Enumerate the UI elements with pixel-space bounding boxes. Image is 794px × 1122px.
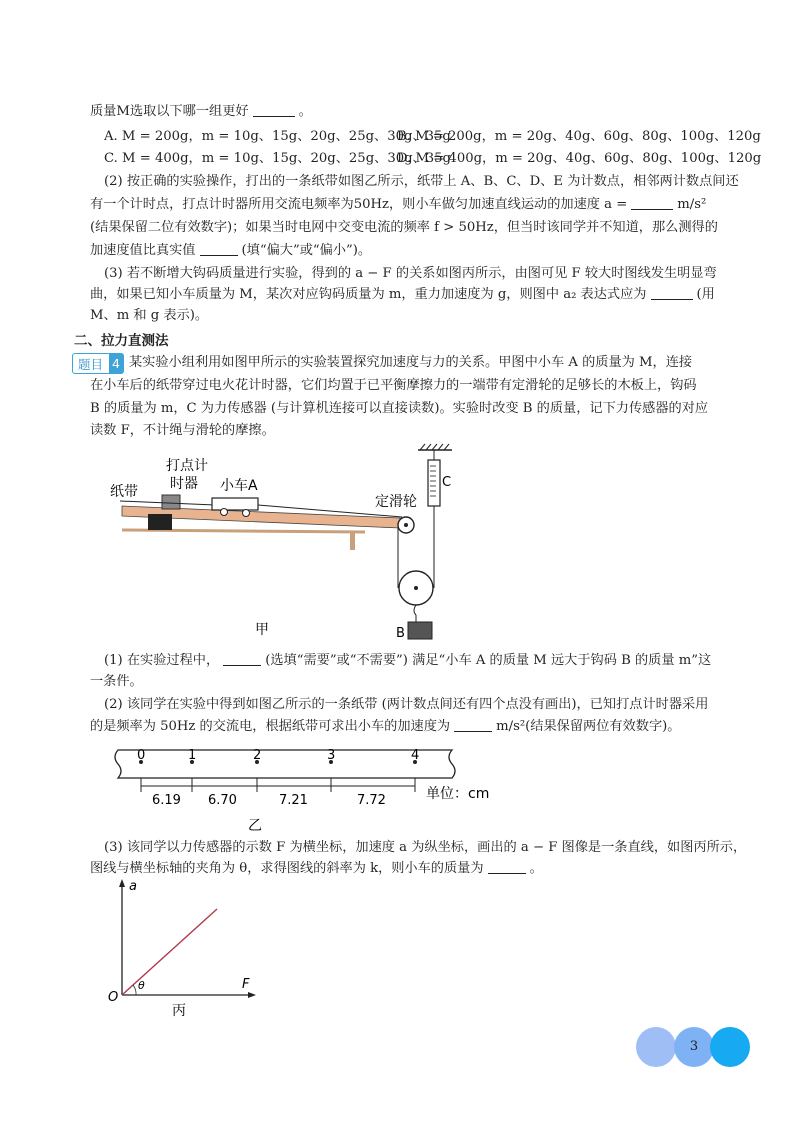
figure-jia	[100, 438, 460, 648]
question-line: 加速度值比真实值 (填“偏大”或“偏小”)。	[90, 243, 372, 258]
answer-blank[interactable]	[631, 195, 673, 210]
question-line: 一条件。	[90, 674, 143, 689]
question-line: (2) 该同学在实验中得到如图乙所示的一条纸带 (两计数点间还有四个点没有画出)，已知打点计时器采用	[104, 697, 709, 712]
origin-label: O	[108, 990, 119, 1005]
question-line: 质量M选取以下哪一组更好 。	[90, 104, 312, 119]
answer-blank[interactable]	[253, 102, 295, 117]
unit-label: 单位：cm	[426, 786, 490, 802]
tag-number: 4	[109, 354, 123, 373]
option-b: B. M = 200g，m = 20g、40g、60g、80g、100g、120g	[397, 129, 761, 144]
option-d: D. M = 400g，m = 20g、40g、60g、80g、100g、120g	[397, 151, 762, 166]
point-label: 1	[188, 748, 197, 763]
cart	[212, 498, 258, 510]
label-timer-1: 打点计	[166, 458, 208, 474]
option-a: A. M = 200g，m = 10g、15g、20g、25g、30g、35g	[104, 129, 451, 144]
question-line: 读数 F，不计绳与滑轮的摩擦。	[90, 423, 275, 438]
label-pulley: 定滑轮	[375, 494, 417, 510]
label-timer-2: 时器	[170, 476, 198, 492]
question-line: 图线与横坐标轴的夹角为 θ，求得图线的斜率为 k，则小车的质量为 。	[90, 861, 543, 876]
paper-tape	[115, 750, 455, 778]
answer-blank[interactable]	[454, 717, 492, 732]
figure-caption: 丙	[172, 1003, 186, 1019]
question-line: M、m 和 g 表示)。	[90, 308, 209, 323]
question-line: (2) 按正确的实验操作，打出的一条纸带如图乙所示，纸带上 A、B、C、D、E 为计数点，相邻两计数点间还	[104, 174, 739, 189]
tag-label: 题目	[78, 357, 104, 372]
question-line: (3) 该同学以力传感器的示数 F 为横坐标，加速度 a 为纵坐标，画出的 a − F 图像是一条直线，如图丙所示，	[104, 840, 747, 855]
question-line: (1) 在实验过程中， (选填“需要”或“不需要”) 满足“小车 A 的质量 M 远大于钩码 B 的质量 m”这	[104, 653, 712, 668]
x-label: F	[242, 977, 250, 992]
weight-b	[408, 622, 432, 639]
option-c: C. M = 400g，m = 10g、15g、20g、25g、30g、35g	[104, 151, 451, 166]
distance-label: 6.70	[208, 793, 237, 808]
answer-blank[interactable]	[223, 651, 261, 666]
distance-label: 7.21	[279, 793, 308, 808]
support-block	[148, 514, 172, 530]
point-label: 0	[137, 748, 146, 763]
distance-label: 6.19	[152, 793, 181, 808]
question-line: 的是频率为 50Hz 的交流电，根据纸带可求出小车的加速度为 m/s²(结果保留两位有效数字)。	[90, 719, 681, 734]
figure-caption: 乙	[248, 818, 262, 834]
figure-caption: 甲	[255, 622, 269, 638]
angle-label: θ	[138, 979, 145, 992]
question-tag	[72, 353, 124, 374]
question-line: (3) 若不断增大钩码质量进行实验，得到的 a − F 的关系如图丙所示，由图可见 F 较大时图线发生明显弯	[104, 266, 717, 281]
point-label: 2	[253, 748, 262, 763]
force-sensor	[428, 460, 440, 506]
question-line: (结果保留二位有效数字)；如果当时电网中交变电流的频率 f > 50Hz，但当时该同学并不知道，那么测得的	[90, 220, 718, 235]
figure-bing	[100, 875, 270, 1025]
page-number: 3	[689, 1039, 699, 1054]
label-sensor: C	[442, 475, 452, 490]
label-tape: 纸带	[110, 484, 138, 500]
answer-blank[interactable]	[200, 241, 238, 256]
timer	[162, 495, 180, 509]
figure-yi	[108, 742, 508, 837]
section-title: 二、拉力直测法	[74, 333, 169, 349]
question-line: 在小车后的纸带穿过电火花计时器，它们均置于已平衡摩擦力的一端带有定滑轮的足够长的木板上，钩码	[90, 378, 697, 393]
label-weight: B	[396, 626, 405, 641]
point-label: 3	[327, 748, 336, 763]
page-decoration	[636, 1027, 676, 1067]
question-line: 有一个计时点，打点计时器所用交流电频率为50Hz，则小车做匀加速直线运动的加速度 a = m/s²	[90, 197, 707, 212]
label-cart: 小车A	[220, 478, 258, 494]
distance-label: 7.72	[357, 793, 386, 808]
answer-blank[interactable]	[488, 859, 526, 874]
graph-line	[122, 909, 217, 995]
page-decoration	[710, 1027, 750, 1067]
question-line: 某实验小组利用如图甲所示的实验装置探究加速度与力的关系。甲图中小车 A 的质量为 M，连接	[129, 355, 693, 370]
question-line: 曲，如果已知小车质量为 M，某次对应钩码质量为 m，重力加速度为 g，则图中 a₂ 表达式应为 (用	[90, 287, 715, 302]
point-label: 4	[411, 748, 420, 763]
answer-blank[interactable]	[651, 285, 693, 300]
question-line: B 的质量为 m，C 为力传感器 (与计算机连接可以直接读数)。实验时改变 B 的质量，记下力传感器的对应	[90, 401, 709, 416]
y-label: a	[129, 879, 137, 894]
